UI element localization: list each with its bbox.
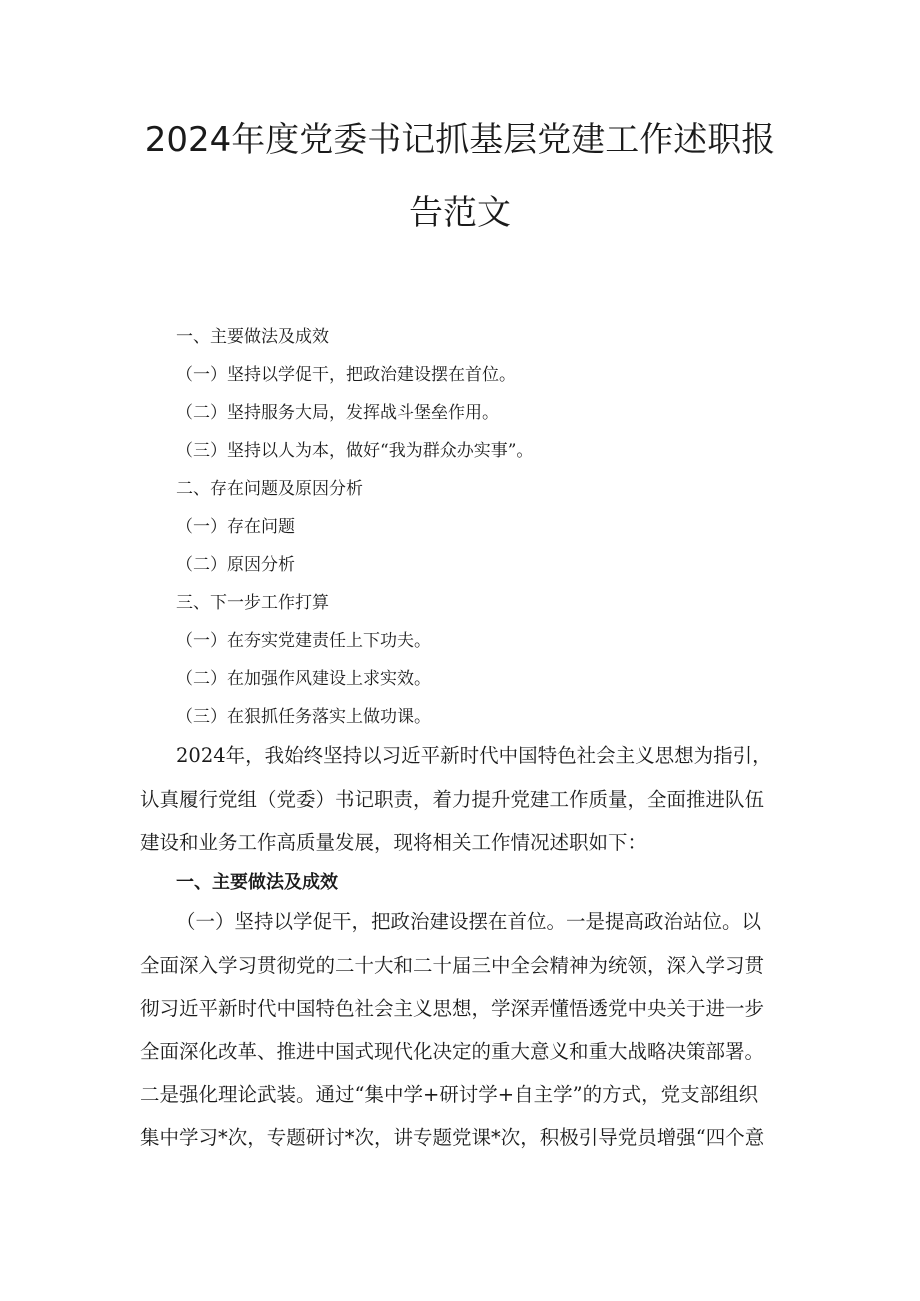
paragraph-line: 二是强化理论武装。通过“集中学+研讨学+自主学”的方式，党支部组织: [140, 1083, 759, 1106]
toc-item: （二）在加强作风建设上求实效。: [176, 669, 431, 689]
toc-item: 三、下一步工作打算: [176, 593, 329, 613]
toc-item: （二）原因分析: [176, 555, 295, 575]
toc-item: 一、主要做法及成效: [176, 327, 329, 347]
intro-line: 建设和业务工作高质量发展，现将相关工作情况述职如下：: [140, 831, 648, 854]
toc-item: （一）在夯实党建责任上下功夫。: [176, 631, 431, 651]
toc-item: （三）坚持以人为本，做好“我为群众办实事”。: [176, 441, 534, 461]
intro-line: 2024年，我始终坚持以习近平新时代中国特色社会主义思想为指引，: [176, 744, 772, 767]
paragraph-line: 彻习近平新时代中国特色社会主义思想，学深弄懂悟透党中央关于进一步: [140, 997, 765, 1020]
document-title-line-1: 2024年度党委书记抓基层党建工作述职报: [144, 120, 776, 160]
document-title-line-2: 告范文: [409, 193, 511, 233]
paragraph-line: 全面深化改革、推进中国式现代化决定的重大意义和重大战略决策部署。: [140, 1040, 765, 1063]
intro-line: 认真履行党组（党委）书记职责，着力提升党建工作质量，全面推进队伍: [140, 788, 765, 811]
toc-item: （一）坚持以学促干，把政治建设摆在首位。: [176, 365, 516, 385]
toc-item: 二、存在问题及原因分析: [176, 479, 363, 499]
paragraph-line: 集中学习*次，专题研讨*次，讲专题党课*次，积极引导党员增强“四个意: [140, 1126, 765, 1149]
section-heading: 一、主要做法及成效: [176, 872, 338, 893]
paragraph-line: 全面深入学习贯彻党的二十大和二十届三中全会精神为统领，深入学习贯: [140, 954, 765, 977]
toc-item: （三）在狠抓任务落实上做功课。: [176, 707, 431, 727]
paragraph-line: （一）坚持以学促干，把政治建设摆在首位。一是提高政治站位。以: [176, 910, 762, 933]
toc-item: （二）坚持服务大局，发挥战斗堡垒作用。: [176, 403, 499, 423]
toc-item: （一）存在问题: [176, 517, 295, 537]
